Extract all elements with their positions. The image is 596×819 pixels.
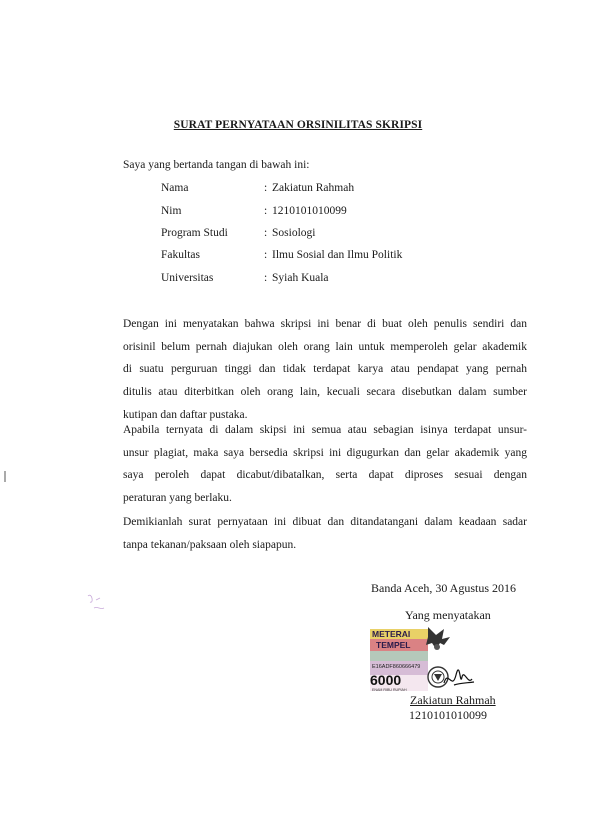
signature-place-date: Banda Aceh, 30 Agustus 2016: [371, 581, 516, 595]
identity-value: Sosiologi: [272, 227, 316, 239]
signature-name: Zakiatun Rahmah: [410, 693, 496, 707]
paragraph-closing: [123, 514, 527, 559]
paragraph-plagiarism: [123, 422, 527, 513]
stamp-line1-text: METERAI: [372, 629, 411, 639]
identity-value: Zakiatun Rahmah: [272, 182, 355, 194]
paragraph-line: Dengan ini menyatakan bahwa skripsi ini benar di buat oleh penulis sendiri dan: [123, 318, 527, 330]
paragraph-line: di suatu perguruan tinggi dan tidak terdapat karya atau pendapat yang pernah: [123, 363, 527, 376]
identity-label: Universitas: [161, 272, 214, 284]
paragraph-line: peraturan yang berlaku.: [123, 492, 232, 505]
stamp-serial-text: E16ADF860666479: [372, 664, 421, 670]
paragraph-line: kutipan dan daftar pustaka.: [123, 408, 248, 421]
paragraph-declaration: [123, 316, 527, 429]
identity-separator: :: [264, 249, 268, 261]
signature-role: Yang menyatakan: [405, 608, 491, 622]
stamp-amount-text: 6000: [370, 672, 402, 688]
paragraph-line: orisinil belum pernah diajukan oleh orang lain untuk memperoleh gelar akademik: [123, 340, 527, 353]
identity-label: Nim: [161, 205, 182, 217]
round-seal-icon: [428, 667, 448, 687]
paragraph-line: Demikianlah surat pernyataan ini dibuat dan ditandatangani dalam keadaan sadar: [123, 516, 527, 528]
identity-label: Fakultas: [161, 249, 200, 261]
identity-value: 1210101010099: [272, 205, 347, 217]
paragraph-line: ditulis atau diterbitkan oleh orang lain, kecuali secara disebutkan dalam sumber: [123, 386, 527, 399]
stamp-caption-text: ENAM RIBU RUPIAH: [372, 688, 407, 692]
identity-separator: :: [264, 272, 268, 284]
document-title: SURAT PERNYATAAN ORSINILITAS SKRIPSI: [173, 119, 423, 131]
stamp-band-green: [370, 651, 428, 661]
paragraph-line: tanpa tekanan/paksaan oleh siapapun.: [123, 538, 297, 551]
identity-separator: :: [264, 182, 268, 194]
identity-value: Ilmu Sosial dan Ilmu Politik: [272, 249, 403, 261]
identity-value: Syiah Kuala: [272, 272, 329, 284]
identity-separator: :: [264, 205, 268, 217]
paragraph-line: saya peroleh dapat dicabut/dibatalkan, serta dapat diproses sesuai dengan: [123, 469, 527, 482]
identity-label: Program Studi: [161, 227, 228, 239]
margin-mark: [2, 470, 8, 484]
stamp-line2-text: TEMPEL: [376, 640, 411, 650]
identity-separator: :: [264, 227, 268, 239]
intro-text: Saya yang bertanda tangan di bawah ini:: [123, 159, 310, 171]
identity-label: Nama: [161, 182, 189, 194]
meterai-stamp: [364, 625, 476, 697]
scan-artifact: [84, 590, 108, 614]
signature-nim: 1210101010099: [409, 708, 487, 722]
paragraph-line: Apabila ternyata di dalam skipsi ini semua atau sebagian isinya terdapat unsur-: [123, 424, 527, 436]
paragraph-line: unsur plagiat, maka saya bersedia skripsi ini digugurkan dan gelar akademik yang: [123, 446, 527, 459]
garuda-emblem-icon: [426, 627, 450, 650]
